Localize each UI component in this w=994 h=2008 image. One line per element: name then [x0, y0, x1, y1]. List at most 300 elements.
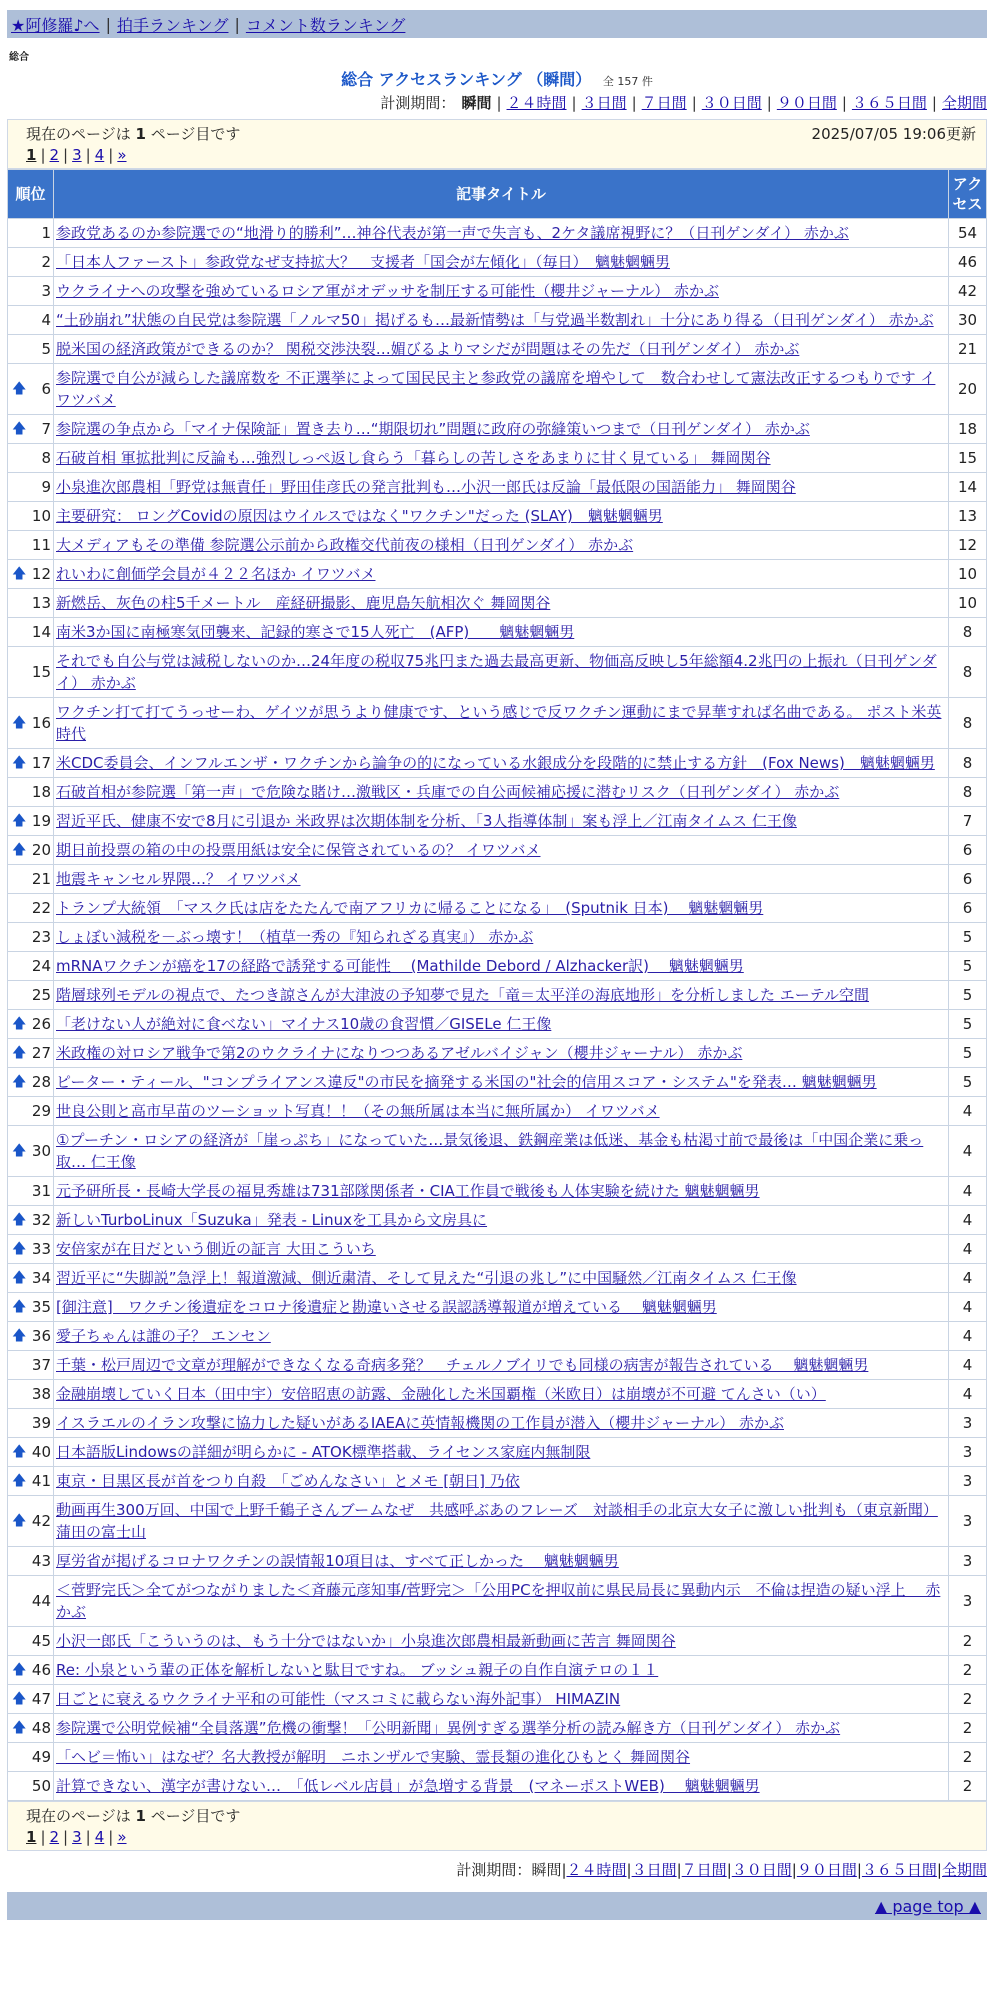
article-title-link[interactable]: 石破首相 軍拡批判に反論も…強烈しっぺ返し食らう「暮らしの苦しさをあまりに甘く見ている」 舞岡関谷 — [56, 449, 771, 467]
ranking-row — [8, 364, 987, 415]
page-separator: | — [63, 146, 69, 164]
title-cell — [54, 923, 949, 952]
access-count: 8 — [949, 647, 987, 698]
title-cell — [54, 1322, 949, 1351]
ranking-row — [8, 778, 987, 807]
access-count: 4 — [949, 1206, 987, 1235]
rank-number: 23 — [31, 928, 51, 946]
rank-number: 49 — [31, 1748, 51, 1766]
access-count: 2 — [949, 1714, 987, 1743]
rank-number: 16 — [31, 714, 51, 732]
page-current: 1 — [26, 146, 37, 164]
rank-cell — [8, 1235, 54, 1264]
rank-cell — [8, 952, 54, 981]
article-title-link[interactable]: ワクチン打て打てうっせーわ、ゲイツが思うより健康です、という感じで反ワクチン運動にまで昇華すれば名曲である。 ポスト米英時代 — [56, 703, 942, 743]
title-header: 記事タイトル — [54, 170, 949, 219]
access-count: 12 — [949, 531, 987, 560]
period-link[interactable]: ３日間 — [631, 1861, 677, 1879]
title-cell — [54, 444, 949, 473]
access-count: 6 — [949, 894, 987, 923]
article-title-link[interactable]: しょぼい減税を－ぶっ壊す！（植草一秀の『知られざる真実』） 赤かぶ — [56, 928, 534, 946]
access-count: 10 — [949, 560, 987, 589]
title-cell — [54, 1126, 949, 1177]
article-title-link[interactable]: 南米3か国に南極寒気団襲来、記録的寒さで15人死亡 (AFP) 魑魅魍魎男 — [56, 623, 575, 641]
ranking-row — [8, 1380, 987, 1409]
rank-number: 22 — [31, 899, 51, 917]
rank-number: 28 — [31, 1073, 51, 1091]
rank-number: 25 — [31, 986, 51, 1004]
article-title-link[interactable]: ①プーチン・ロシアの経済が「崖っぷち」になっていた…景気後退、鉄鋼産業は低迷、基金も枯渇寸前で最後は「中国企業に乗っ取… 仁王像 — [56, 1131, 924, 1171]
ranking-row — [8, 1235, 987, 1264]
ranking-row — [8, 1714, 987, 1743]
ranking-row — [8, 836, 987, 865]
ranking-row — [8, 894, 987, 923]
article-title-link[interactable]: 参政党あるのか参院選での“地滑り的勝利”…神谷代表が第一声で失言も、2ケタ議席視野に？（日刊ゲンダイ） 赤かぶ — [56, 224, 849, 242]
rank-cell — [8, 618, 54, 647]
article-title-link[interactable]: 小沢一郎氏「こういうのは、もう十分ではないか」小泉進次郎農相最新動画に苦言 舞岡関谷 — [56, 1632, 676, 1650]
article-title-link[interactable]: 脱米国の経済政策ができるのか？ 関税交渉決裂…媚びるよりマシだが問題はその先だ（日刊ゲンダイ） 赤かぶ — [56, 340, 800, 358]
ranking-row — [8, 1206, 987, 1235]
article-title-link[interactable]: 習近平に“失脚説”急浮上！報道激減、側近粛清、そして見えた“引退の兆し”に中国騒然／江南タイムス 仁王像 — [56, 1269, 797, 1287]
article-title-link[interactable]: Re: 小泉という輩の正体を解析しないと駄目ですね。 ブッシュ親子の自作自演テロの１１ — [56, 1661, 659, 1679]
current-page-text: 現在のページは 1 ページ目です — [26, 125, 241, 143]
article-title-link[interactable]: 「老けない人が絶対に食べない」マイナス10歳の食習慣／GISELe 仁王像 — [56, 1015, 552, 1033]
rank-number: 6 — [41, 380, 51, 398]
ranking-row — [8, 444, 987, 473]
next-page-link[interactable]: » — [117, 1828, 127, 1846]
rank-number: 37 — [31, 1356, 51, 1374]
access-count: 8 — [949, 618, 987, 647]
rank-cell — [8, 1126, 54, 1177]
article-title-link[interactable]: 米政権の対ロシア戦争で第2のウクライナになりつつあるアゼルバイジャン（櫻井ジャーナル） 赤かぶ — [56, 1044, 743, 1062]
ranking-row — [8, 923, 987, 952]
access-count: 7 — [949, 807, 987, 836]
comment-ranking-link[interactable]: コメント数ランキング — [245, 15, 406, 35]
rank-number: 30 — [31, 1142, 51, 1160]
access-count: 5 — [949, 952, 987, 981]
access-count: 3 — [949, 1576, 987, 1627]
title-cell — [54, 1235, 949, 1264]
ranking-row — [8, 277, 987, 306]
ranking-row — [8, 1576, 987, 1627]
rank-cell — [8, 865, 54, 894]
page-top-link[interactable]: ▲ page top ▲ — [874, 1896, 981, 1916]
rank-up-arrow-icon: 🡅 — [12, 1720, 27, 1736]
rank-number: 31 — [31, 1182, 51, 1200]
article-title-link[interactable]: 新燃岳、灰色の柱5千メートル 産経研撮影、鹿児島矢航相次ぐ 舞岡関谷 — [56, 594, 551, 612]
rank-number: 45 — [31, 1632, 51, 1650]
title-cell — [54, 1351, 949, 1380]
rank-cell — [8, 415, 54, 444]
ranking-row — [8, 952, 987, 981]
ranking-row — [8, 1547, 987, 1576]
period-separator: | — [791, 1861, 797, 1879]
access-count: 8 — [949, 698, 987, 749]
period-link[interactable]: ３６５日間 — [861, 1861, 937, 1879]
page-separator: | — [85, 1828, 91, 1846]
access-count: 2 — [949, 1656, 987, 1685]
rank-up-arrow-icon: 🡅 — [12, 1270, 27, 1286]
access-count: 2 — [949, 1743, 987, 1772]
rank-number: 19 — [31, 812, 51, 830]
period-separator: | — [936, 1861, 942, 1879]
article-title-link[interactable]: ピーター・ティール、"コンプライアンス違反"の市民を摘発する米国の"社会的信用スコア・システム"を発表… 魑魅魍魎男 — [56, 1073, 877, 1091]
period-separator: | — [691, 94, 697, 112]
access-count: 10 — [949, 589, 987, 618]
article-title-link[interactable]: 世良公則と高市早苗のツーショット写真！！（その無所属は本当に無所属か） イワツバメ — [56, 1102, 660, 1120]
access-count: 4 — [949, 1235, 987, 1264]
rank-up-arrow-icon: 🡅 — [12, 813, 27, 829]
article-title-link[interactable]: 千葉・松戸周辺で文章が理解ができなくなる奇病多発？ チェルノブイリでも同様の病害が報告されている 魑魅魍魎男 — [56, 1356, 869, 1374]
article-title-link[interactable]: 日本語版Lindowsの詳細が明らかに - ATOK標準搭載、ライセンス家庭内無制限 — [56, 1443, 591, 1461]
rank-number: 47 — [31, 1690, 51, 1708]
article-title-link[interactable]: “土砂崩れ”状態の自民党は参院選「ノルマ50」掲げるも…最新情勢は「与党過半数割れ」十分にあり得る（日刊ゲンダイ） 赤かぶ — [56, 311, 934, 329]
access-count: 4 — [949, 1293, 987, 1322]
ranking-row — [8, 698, 987, 749]
rank-number: 18 — [31, 783, 51, 801]
access-count: 5 — [949, 1039, 987, 1068]
title-cell — [54, 1409, 949, 1438]
rank-cell — [8, 698, 54, 749]
rank-cell — [8, 473, 54, 502]
ranking-row — [8, 1685, 987, 1714]
access-count: 13 — [949, 502, 987, 531]
ranking-row — [8, 647, 987, 698]
rank-cell — [8, 1322, 54, 1351]
ranking-row — [8, 1264, 987, 1293]
rank-cell — [8, 1467, 54, 1496]
page-link[interactable]: 2 — [49, 146, 60, 164]
rank-cell — [8, 1547, 54, 1576]
article-title-link[interactable]: 大メディアもその準備 参院選公示前から政権交代前夜の様相（日刊ゲンダイ） 赤かぶ — [56, 536, 634, 554]
rank-cell — [8, 1743, 54, 1772]
title-cell — [54, 560, 949, 589]
article-title-link[interactable]: 習近平氏、健康不安で8月に引退か 米政界は次期体制を分析、「3人指導体制」案も浮上／江南タイムス 仁王像 — [56, 812, 797, 830]
rank-number: 27 — [31, 1044, 51, 1062]
rank-up-arrow-icon: 🡅 — [12, 715, 27, 731]
access-count: 14 — [949, 473, 987, 502]
title-cell — [54, 1656, 949, 1685]
ranking-row — [8, 1656, 987, 1685]
rank-cell — [8, 219, 54, 248]
rank-number: 48 — [31, 1719, 51, 1737]
rank-number: 14 — [31, 623, 51, 641]
page-separator: | — [108, 1828, 114, 1846]
article-title-link[interactable]: 参院選で自公が減らした議席数を 不正選挙によって国民民主と参政党の議席を増やして 数合わせして憲法改正するつもりです イワツバメ — [56, 369, 936, 409]
title-cell — [54, 1264, 949, 1293]
title-cell — [54, 277, 949, 306]
ranking-row — [8, 335, 987, 364]
period-separator: | — [726, 1861, 732, 1879]
ranking-row — [8, 1126, 987, 1177]
article-title-link[interactable]: 動画再生300万回、中国で上野千鶴子さんブームなぜ 共感呼ぶあのフレーズ 対談相手の北京大女子に激しい批判も（東京新聞） 蒲田の富士山 — [56, 1501, 938, 1541]
period-link[interactable]: ３０日間 — [701, 94, 762, 112]
rank-cell — [8, 647, 54, 698]
access-count: 4 — [949, 1380, 987, 1409]
ranking-row — [8, 1010, 987, 1039]
article-title-link[interactable]: [御注意] ワクチン後遺症をコロナ後遺症と勘違いさせる誤認誘導報道が増えている 魑魅魍魎男 — [56, 1298, 717, 1316]
title-cell — [54, 415, 949, 444]
rank-cell — [8, 1685, 54, 1714]
article-title-link[interactable]: 「日本人ファースト」参政党なぜ支持拡大？ 支援者「国会が左傾化」（毎日） 魑魅魍魎男 — [56, 253, 670, 271]
rank-cell — [8, 502, 54, 531]
access-count: 4 — [949, 1351, 987, 1380]
rank-number: 46 — [31, 1661, 51, 1679]
access-count: 2 — [949, 1772, 987, 1801]
rank-cell — [8, 560, 54, 589]
period-link[interactable]: ３６５日間 — [851, 94, 927, 112]
title-cell — [54, 502, 949, 531]
period-link[interactable]: ７日間 — [681, 1861, 727, 1879]
top-nav-bar — [7, 10, 987, 38]
ranking-row — [8, 1068, 987, 1097]
period-link[interactable]: ２４時間 — [566, 1861, 627, 1879]
rank-number: 15 — [31, 663, 51, 681]
access-count: 2 — [949, 1685, 987, 1714]
period-link[interactable]: ９０日間 — [796, 1861, 857, 1879]
rank-up-arrow-icon: 🡅 — [12, 1045, 27, 1061]
article-title-link[interactable]: 石破首相が参院選「第一声」で危険な賭け…激戦区・兵庫での自公両候補応援に潜むリスク（日刊ゲンダイ） 赤かぶ — [56, 783, 840, 801]
rank-cell — [8, 749, 54, 778]
page-link[interactable]: 2 — [49, 1828, 60, 1846]
article-title-link[interactable]: 金融崩壊していく日本（田中宇）安倍昭恵の訪露、金融化した米国覇権（米欧日）は崩壊が不可避 てんさい（い） — [56, 1385, 826, 1403]
rank-number: 17 — [31, 754, 51, 772]
title-cell — [54, 778, 949, 807]
ranking-row — [8, 1351, 987, 1380]
rank-cell — [8, 1409, 54, 1438]
rank-cell — [8, 306, 54, 335]
article-title-link[interactable]: 参院選の争点から「マイナ保険証」置き去り…“期限切れ”問題に政府の弥縫策いつまで（日刊ゲンダイ） 赤かぶ — [56, 420, 810, 438]
period-separator: | — [571, 94, 577, 112]
title-cell — [54, 698, 949, 749]
title-cell — [54, 618, 949, 647]
title-cell — [54, 306, 949, 335]
article-title-link[interactable]: ウクライナへの攻撃を強めているロシア軍がオデッサを制圧する可能性（櫻井ジャーナル） 赤かぶ — [56, 282, 719, 300]
total-count: 全 157 件 — [602, 75, 653, 88]
period-link[interactable]: ３０日間 — [731, 1861, 792, 1879]
rank-cell — [8, 1097, 54, 1126]
rank-cell — [8, 1772, 54, 1801]
rank-number: 24 — [31, 957, 51, 975]
title-cell — [54, 894, 949, 923]
article-title-link[interactable]: 米CDC委員会、インフルエンザ・ワクチンから論争の的になっている水銀成分を段階的に禁止する方針 (Fox News) 魑魅魍魎男 — [56, 754, 935, 772]
article-title-link[interactable]: 主要研究： ロングCovidの原因はウイルスではなく"ワクチン"だった (SLAY) 魑魅魍魎男 — [56, 507, 663, 525]
category-label: 総合 — [9, 52, 29, 63]
page-title — [7, 67, 987, 90]
rank-cell — [8, 1206, 54, 1235]
next-page-link[interactable]: » — [117, 146, 127, 164]
page-links — [26, 146, 976, 164]
rank-up-arrow-icon: 🡅 — [12, 1241, 27, 1257]
ranking-row — [8, 1039, 987, 1068]
ranking-row — [8, 531, 987, 560]
rank-cell — [8, 981, 54, 1010]
rank-number: 5 — [41, 340, 51, 358]
title-cell — [54, 1206, 949, 1235]
period-selector — [7, 92, 987, 113]
period-link[interactable]: 全期間 — [941, 94, 987, 112]
ranking-row — [8, 618, 987, 647]
access-header: アクセス — [949, 170, 987, 219]
access-count: 5 — [949, 1068, 987, 1097]
period-link[interactable]: ２４時間 — [506, 94, 567, 112]
title-cell — [54, 1627, 949, 1656]
rank-up-arrow-icon: 🡅 — [12, 421, 27, 437]
rank-number: 32 — [31, 1211, 51, 1229]
title-cell — [54, 836, 949, 865]
ranking-row — [8, 1627, 987, 1656]
ranking-row — [8, 865, 987, 894]
access-count: 42 — [949, 277, 987, 306]
rank-cell — [8, 807, 54, 836]
access-count: 3 — [949, 1438, 987, 1467]
rank-cell — [8, 1293, 54, 1322]
ranking-row — [8, 1496, 987, 1547]
rank-cell — [8, 778, 54, 807]
article-title-link[interactable]: 東京・目黒区長が首をつり自殺 「ごめんなさい」とメモ [朝日] 乃依 — [56, 1472, 520, 1490]
rank-cell — [8, 1380, 54, 1409]
pager-top — [7, 119, 987, 169]
article-title-link[interactable]: 日ごとに衰えるウクライナ平和の可能性（マスコミに載らない海外記事） HIMAZIN — [56, 1690, 621, 1708]
article-title-link[interactable]: れいわに創価学会員が４２２名ほか イワツバメ — [56, 565, 376, 583]
rank-cell — [8, 1576, 54, 1627]
footer-bar — [7, 1892, 987, 1920]
rank-up-arrow-icon: 🡅 — [12, 1473, 27, 1489]
access-count: 21 — [949, 335, 987, 364]
rank-number: 44 — [31, 1592, 51, 1610]
period-selector-bottom — [7, 1859, 987, 1880]
title-cell — [54, 473, 949, 502]
rank-cell — [8, 1068, 54, 1097]
access-count: 46 — [949, 248, 987, 277]
article-title-link[interactable]: 「ヘビ＝怖い」はなぜ？名大教授が解明 ニホンザルで実験、霊長類の進化ひもとく 舞岡関谷 — [56, 1748, 691, 1766]
rank-up-arrow-icon: 🡅 — [12, 842, 27, 858]
article-title-link[interactable]: 新しいTurboLinux「Suzuka」発表 - Linuxを工具から文房具に — [56, 1211, 488, 1229]
page-separator: | — [85, 146, 91, 164]
period-label: 計測期間： — [456, 1861, 532, 1879]
ranking-row — [8, 749, 987, 778]
ranking-row — [8, 306, 987, 335]
rank-cell — [8, 1010, 54, 1039]
article-title-link[interactable]: 安倍家が在日だという側近の証言 大田こういち — [56, 1240, 376, 1258]
access-count: 6 — [949, 836, 987, 865]
period-separator: | — [841, 94, 847, 112]
article-title-link[interactable]: 参院選で公明党候補“全員落選”危機の衝撃！「公明新聞」異例すぎる選挙分析の読み解き方（日刊ゲンダイ） 赤かぶ — [56, 1719, 841, 1737]
rank-cell — [8, 364, 54, 415]
access-count: 3 — [949, 1467, 987, 1496]
rank-number: 43 — [31, 1552, 51, 1570]
article-title-link[interactable]: 元予研所長・長崎大学長の福見秀雄は731部隊関係者・CIA工作員で戦後も人体実験を続けた 魑魅魍魎男 — [56, 1182, 760, 1200]
access-count: 54 — [949, 219, 987, 248]
period-link[interactable]: ３日間 — [581, 94, 627, 112]
access-count: 3 — [949, 1409, 987, 1438]
article-title-link[interactable]: 愛子ちゃんは誰の子？ エンセン — [56, 1327, 271, 1345]
rank-up-arrow-icon: 🡅 — [12, 1691, 27, 1707]
article-title-link[interactable]: それでも自公与党は減税しないのか…24年度の税収75兆円また過去最高更新、物価高反映し5年総額4.2兆円の上振れ（日刊ゲンダイ） 赤かぶ — [56, 652, 937, 692]
period-link[interactable]: ９０日間 — [776, 94, 837, 112]
period-link[interactable]: ７日間 — [641, 94, 687, 112]
rank-cell — [8, 894, 54, 923]
article-title-link[interactable]: イスラエルのイラン攻撃に協力した疑いがあるIAEAに英情報機関の工作員が潜入（櫻井ジャーナル） 赤かぶ — [56, 1414, 784, 1432]
period-separator: | — [626, 1861, 632, 1879]
applause-ranking-link[interactable]: 拍手ランキング — [116, 15, 229, 35]
article-title-link[interactable]: 小泉進次郎農相「野党は無責任」野田佳彦氏の発言批判も…小沢一郎氏は反論「最低限の国語能力」 舞岡関谷 — [56, 478, 796, 496]
rank-number: 8 — [41, 449, 51, 467]
rank-cell — [8, 1714, 54, 1743]
period-separator: | — [856, 1861, 862, 1879]
ranking-row — [8, 807, 987, 836]
period-link[interactable]: 全期間 — [941, 1861, 987, 1879]
period-separator: | — [496, 94, 502, 112]
page-current: 1 — [26, 1828, 37, 1846]
title-cell — [54, 1685, 949, 1714]
article-title-link[interactable]: mRNAワクチンが癌を17の経路で誘発する可能性 (Mathilde Debord / Alzhacker訳) 魑魅魍魎男 — [56, 957, 744, 975]
page-link[interactable]: 4 — [94, 146, 105, 164]
title-cell — [54, 589, 949, 618]
rank-up-arrow-icon: 🡅 — [12, 381, 27, 397]
rank-up-arrow-icon: 🡅 — [12, 1662, 27, 1678]
rank-number: 2 — [41, 253, 51, 271]
rank-cell — [8, 1627, 54, 1656]
rank-up-arrow-icon: 🡅 — [12, 1074, 27, 1090]
title-cell — [54, 1547, 949, 1576]
title-cell — [54, 248, 949, 277]
rank-header: 順位 — [8, 170, 54, 219]
title-cell — [54, 952, 949, 981]
rank-cell — [8, 836, 54, 865]
page-link[interactable]: 3 — [72, 1828, 82, 1846]
nav-separator: | — [234, 14, 240, 34]
rank-number: 12 — [31, 565, 51, 583]
ranking-row — [8, 1322, 987, 1351]
access-count: 6 — [949, 865, 987, 894]
access-count: 5 — [949, 923, 987, 952]
ranking-row — [8, 1177, 987, 1206]
pager-bottom — [7, 1801, 987, 1851]
period-separator: | — [766, 94, 772, 112]
article-title-link[interactable]: 地震キャンセル界隈…？ イワツバメ — [56, 870, 301, 888]
rank-number: 21 — [31, 870, 51, 888]
page-link[interactable]: 3 — [72, 146, 82, 164]
nav-separator: | — [105, 14, 111, 34]
period-separator: | — [631, 94, 637, 112]
article-title-link[interactable]: 計算できない、漢字が書けない… 「低レベル店員」が急増する背景 (マネーポストWEB) 魑魅魍魎男 — [56, 1777, 760, 1795]
article-title-link[interactable]: ＜菅野完氏＞全てがつながりました＜斉藤元彦知事/菅野完＞「公用PCを押収前に県民局長に異動内示 不倫は捏造の疑い浮上 赤かぶ — [56, 1581, 941, 1621]
access-count: 30 — [949, 306, 987, 335]
rank-cell — [8, 444, 54, 473]
page-separator: | — [40, 1828, 46, 1846]
article-title-link[interactable]: 厚労省が掲げるコロナワクチンの誤情報10項目は、すべて正しかった 魑魅魍魎男 — [56, 1552, 619, 1570]
title-cell — [54, 1496, 949, 1547]
title-cell — [54, 219, 949, 248]
period-separator: | — [561, 1861, 567, 1879]
article-title-link[interactable]: 階層球列モデルの視点で、たつき諒さんが大津波の予知夢で見た「竜＝太平洋の海底地形」を分析しました エーテル空間 — [56, 986, 869, 1004]
rank-up-arrow-icon: 🡅 — [12, 1299, 27, 1315]
home-link[interactable]: ★阿修羅♪へ — [11, 15, 100, 35]
rank-number: 11 — [31, 536, 51, 554]
access-count: 3 — [949, 1547, 987, 1576]
rank-number: 13 — [31, 594, 51, 612]
ranking-row — [8, 219, 987, 248]
access-count: 5 — [949, 981, 987, 1010]
article-title-link[interactable]: トランプ大統領 「マスク氏は店をたたんで南アフリカに帰ることになる」 (Sputnik 日本) 魑魅魍魎男 — [56, 899, 764, 917]
rank-cell — [8, 589, 54, 618]
rank-cell — [8, 248, 54, 277]
article-title-link[interactable]: 期日前投票の箱の中の投票用紙は安全に保管されているの？ イワツバメ — [56, 841, 541, 859]
rank-number: 1 — [41, 224, 51, 242]
rank-number: 7 — [41, 420, 51, 438]
page-link[interactable]: 4 — [94, 1828, 105, 1846]
